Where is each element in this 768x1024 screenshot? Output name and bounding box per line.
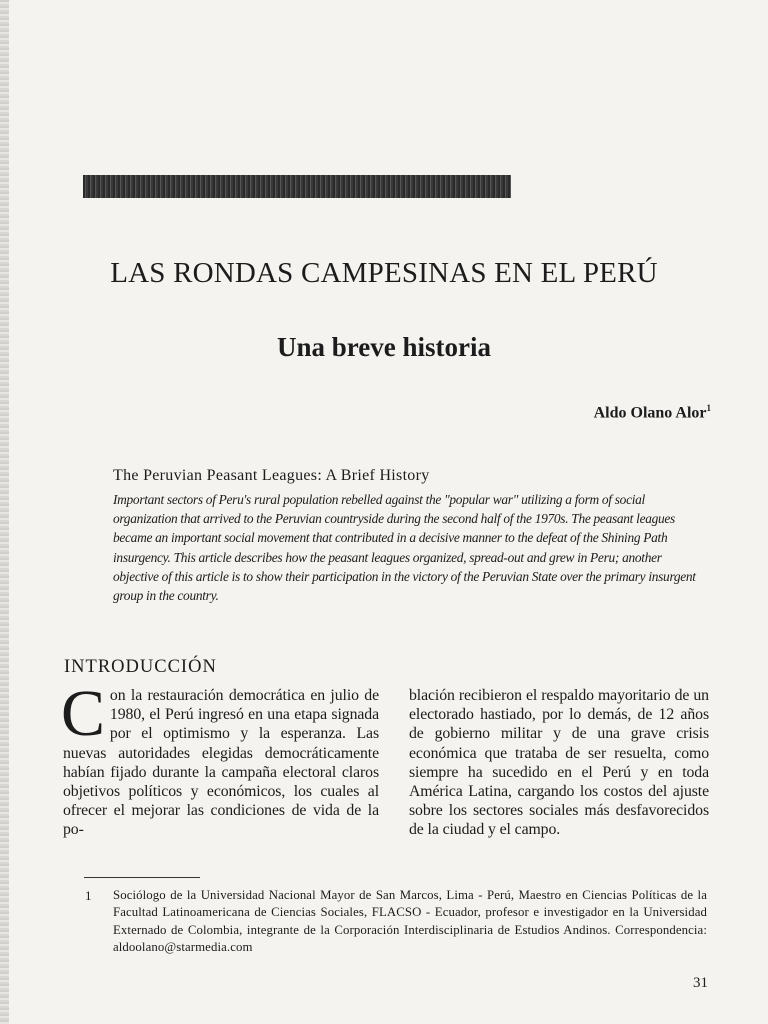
author-name: Aldo Olano Alor bbox=[593, 404, 707, 422]
intro-left-column bbox=[61, 677, 379, 840]
article-subtitle: Una breve historia bbox=[277, 332, 491, 362]
footnote-text: Sociólogo de la Universidad Nacional Mayor de San Marcos, Lima - Perú, Maestro en Ciencias Políticas de la Facultad Latinoamericana de Ciencias Sociales, FLACSO - Ecuador, profesor e investigador en la Universidad Externado de Colombia, integrante de la Corporación Interdisciplinaria de Estudios Andinos. Correspondencia: aldoolano@starmedia.com bbox=[113, 888, 707, 955]
drop-cap: C bbox=[61, 677, 105, 750]
abstract-body: Important sectors of Peru's rural population rebelled against the "popular war" utilizing a form of social organization that arrived to the Peruvian countryside during the second half of the 1970s. The peasant leagues became an important social movement that contributed in a decisive manner to the defeat of the Shining Path insurgency. This article describes how the peasant leagues organized, spread-out and grew in Peru; another objective of this article is to show their participation in the victory of the Peruvian State over the primary insurgent group in the country. bbox=[113, 492, 696, 604]
abstract-title: The Peruvian Peasant Leagues: A Brief History bbox=[113, 467, 430, 484]
journal-header-bar bbox=[83, 175, 511, 198]
intro-left-text: on la restauración democrática en julio de 1980, el Perú ingresó en una etapa signada por el optimismo y la esperanza. Las nuevas autoridades elegidas democráticamente habían fijado durante la campaña electoral claros objetivos políticos y económicos, los cuales al ofrecer el mejorar las condiciones de vida de la po- bbox=[63, 687, 379, 839]
scan-edge-shadow bbox=[0, 0, 9, 1024]
author-line bbox=[594, 403, 711, 422]
section-heading-introduccion: INTRODUCCIÓN bbox=[64, 657, 217, 677]
page-number: 31 bbox=[693, 975, 708, 991]
intro-right-column: blación recibieron el respaldo mayoritario de un electorado hastiado, por lo demás, de 12 años de gobierno militar y de una grave crisis económica que trataba de ser resuelta, como siempre ha sucedido en el Perú y en toda América Latina, cargando los costos del ajuste sobre los sectores sociales más desfavorecidos de la ciudad y el campo. bbox=[409, 687, 709, 839]
footnote-divider bbox=[84, 877, 200, 878]
author-footnote-marker: 1 bbox=[706, 403, 711, 413]
article-title: LAS RONDAS CAMPESINAS EN EL PERÚ bbox=[110, 257, 658, 289]
footnote-number: 1 bbox=[85, 888, 92, 903]
